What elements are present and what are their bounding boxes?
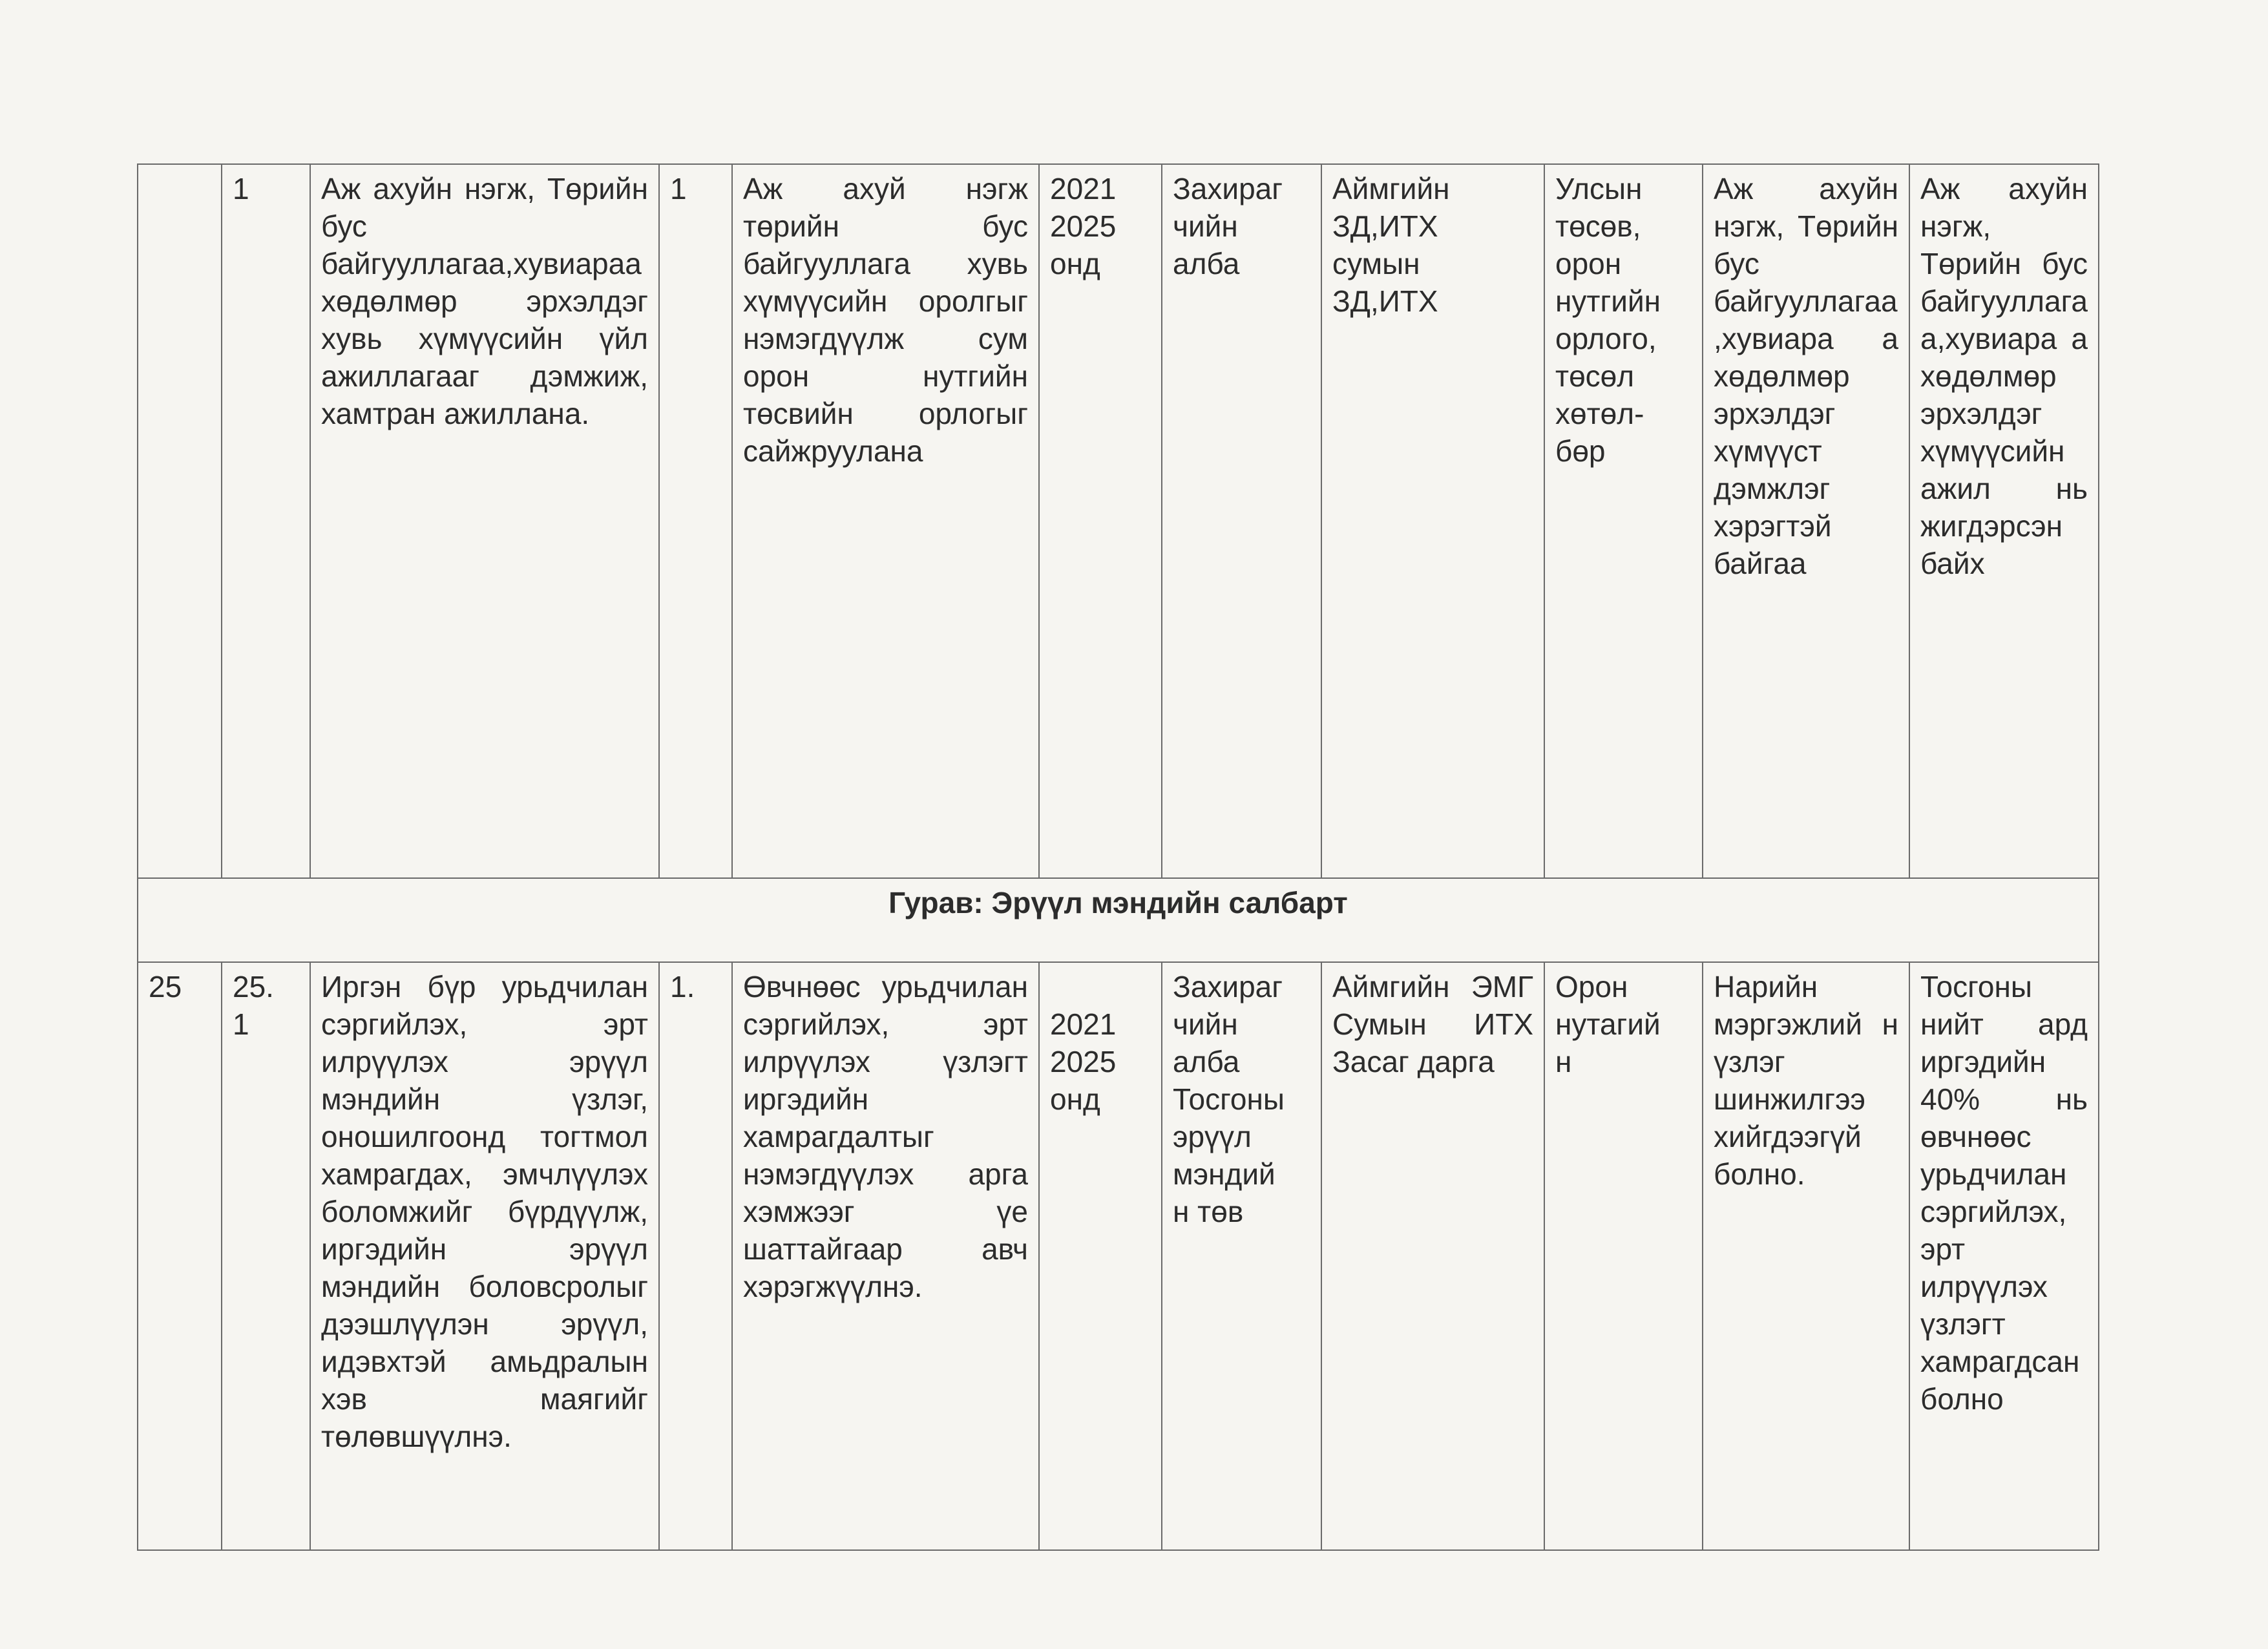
row-number-cell [138,164,222,878]
funding-cell: Улсын төсөв, орон нутгийн орлого, төсөл хөтөл- бөр [1544,164,1703,878]
baseline-cell: Аж ахуйн нэгж, Төрийн бус байгууллагаа,хувиара а хөдөлмөр эрхэлдэг хүмүүст дэмжлэг хэрэгтэй байгаа [1703,164,1909,878]
target-cell: Тосгоны нийт ард иргэдийн 40% нь өвчнөөс урьдчилан сэргийлэх, эрт илрүүлэх үзлэгт хамрагдсан болно [1909,962,2099,1550]
action-cell: Өвчнөөс урьдчилан сэргийлэх, эрт илрүүлэх үзлэгт иргэдийн хамрагдалтыг нэмэгдүүлэх арга хэмжээг үе шаттайгаар авч хэрэгжүүлнэ. [732,962,1039,1550]
partners-cell: Аймгийн ЗД,ИТХ сумын ЗД,ИТХ [1321,164,1544,878]
action-cell: Аж ахуй нэгж төрийн бус байгууллага хувь хүмүүсийн оролгыг нэмэгдүүлж сум орон нутгийн төсвийн орлогыг сайжруулана [732,164,1039,878]
responsible-cell: Захираг чийн алба [1162,164,1321,878]
goal-cell: Иргэн бүр урьдчилан сэргийлэх, эрт илрүүлэх эрүүл мэндийн үзлэг, оношилгоонд тогтмол хамрагдах, эмчлүүлэх боломжийг бүрдүүлж, иргэдийн эрүүл мэндийн боловсролыг дээшлүүлэн эрүүл, идэвхтэй амьдралын хэв маягийг төлөвшүүлнэ. [310,962,659,1550]
sub-number-cell: 25. 1 [222,962,310,1550]
plan-table [137,163,2099,1551]
target-cell: Аж ахуйн нэгж, Төрийн бус байгууллагаа,хувиара а хөдөлмөр эрхэлдэг хүмүүсийн ажил нь жигдэрсэн байх [1909,164,2099,878]
baseline-cell: Нарийн мэргэжлий н үзлэг шинжилгээ хийгдээгүй болно. [1703,962,1909,1550]
funding-cell: Орон нутагий н [1544,962,1703,1550]
partners-cell: Аймгийн ЭМГ Сумын ИТХ Засаг дарга [1321,962,1544,1550]
step-number-cell: 1. [659,962,732,1550]
section-heading-row [138,878,2099,962]
table-row [138,962,2099,1550]
row-number-cell: 25 [138,962,222,1550]
goal-cell: Аж ахуйн нэгж, Төрийн бус байгууллагаа,хувиараа хөдөлмөр эрхэлдэг хувь хүмүүсийн үйл ажиллагааг дэмжиж, хамтран ажиллана. [310,164,659,878]
period-cell: 2021 2025 онд [1039,164,1162,878]
step-number-cell: 1 [659,164,732,878]
period-cell: 2021 2025 онд [1039,962,1162,1550]
table-row [138,164,2099,878]
section-heading: Гурав: Эрүүл мэндийн салбарт [138,878,2099,962]
responsible-cell: Захираг чийн алба Тосгоны эрүүл мэндий н төв [1162,962,1321,1550]
sub-number-cell: 1 [222,164,310,878]
